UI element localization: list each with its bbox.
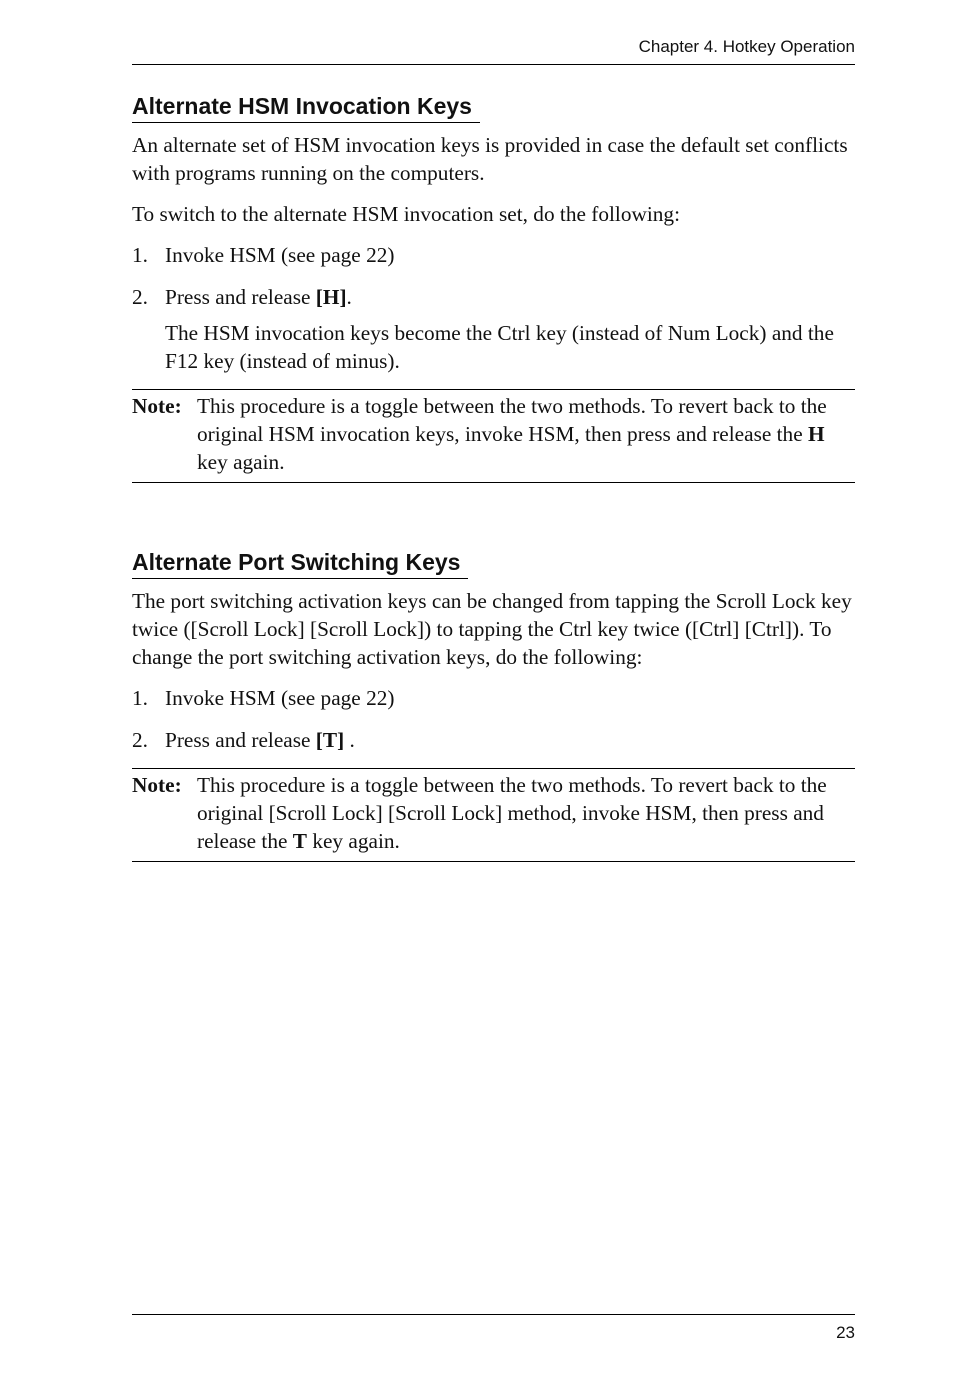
step-detail: The HSM invocation keys become the Ctrl key (instead of Num Lock) and the F12 key (instead of minus). [165, 321, 834, 373]
step-number: 1. [132, 686, 148, 710]
note-text-suffix: key again. [197, 450, 285, 474]
intro-paragraph: The port switching activation keys can be changed from tapping the Scroll Lock key twice ([Scroll Lock] [Scroll Lock]) to tapping the Ctrl key twice ([Ctrl] [Ctrl]). To change the port switching activation keys, do the following: [132, 589, 852, 669]
intro-paragraph: An alternate set of HSM invocation keys is provided in case the default set conflicts with programs running on the computers. [132, 133, 848, 185]
step-text-suffix: . [346, 285, 352, 309]
note-text: This procedure is a toggle between the two methods. To revert back to the original [Scroll Lock] [Scroll Lock] method, invoke HSM, then press and release the [197, 773, 827, 853]
section-heading: Alternate Port Switching Keys [132, 547, 468, 579]
manual-page [132, 0, 855, 1382]
section-alternate-port-switching-keys [132, 547, 855, 862]
note-box [132, 389, 855, 483]
section-heading: Alternate HSM Invocation Keys [132, 91, 480, 123]
step-text-suffix: . [344, 728, 355, 752]
step-text: Press and release [165, 285, 316, 309]
note-label: Note: [132, 394, 182, 418]
header-rule [132, 64, 855, 65]
step-number: 1. [132, 243, 148, 267]
page-number: 23 [836, 1323, 855, 1342]
step-text: Invoke HSM (see page 22) [165, 243, 395, 267]
step-text: Invoke HSM (see page 22) [165, 686, 395, 710]
step-2 [132, 726, 855, 754]
key-name: H [808, 422, 825, 446]
key-name: [T] [315, 728, 345, 752]
key-name: [H] [315, 285, 347, 309]
step-text: Press and release [165, 728, 316, 752]
note-box [132, 768, 855, 862]
page-content [132, 91, 855, 862]
note-text: This procedure is a toggle between the two methods. To revert back to the original HSM invocation keys, invoke HSM, then press and release the [197, 394, 827, 446]
footer-rule [132, 1314, 855, 1315]
step-number: 2. [132, 728, 148, 752]
section-alternate-hsm-invocation-keys [132, 91, 855, 483]
running-header: Chapter 4. Hotkey Operation [638, 37, 855, 56]
key-name: T [292, 829, 307, 853]
step-1 [132, 241, 855, 269]
step-2 [132, 283, 855, 375]
step-1 [132, 684, 855, 712]
note-text-suffix: key again. [307, 829, 400, 853]
step-number: 2. [132, 285, 148, 309]
lead-paragraph: To switch to the alternate HSM invocation set, do the following: [132, 202, 680, 226]
note-label: Note: [132, 773, 182, 797]
